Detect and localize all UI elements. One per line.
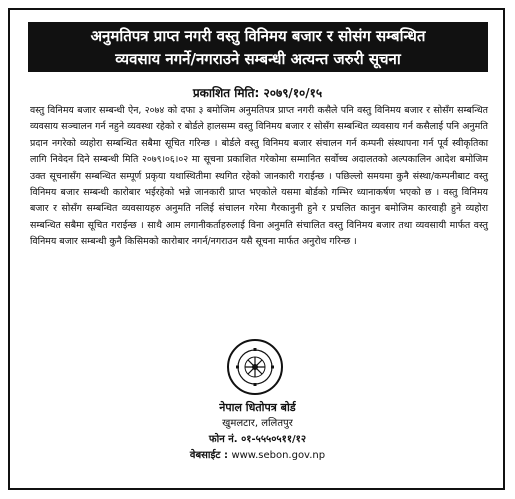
org-address: खुमलटार, ललितपुर [222,418,293,429]
notice-title-banner [28,22,488,72]
notice-title-line-1: अनुमतिपत्र प्राप्त नगरी वस्तु विनिमय बजार र सोसंग सम्बन्धित [90,27,426,45]
sebon-logo-icon [227,339,283,395]
website-label: वेबसाईट : [189,450,228,461]
notice-title-line-2: व्यवसाय नगर्ने/नगराउने सम्बन्धी अत्यन्त जरुरी सूचना [115,50,401,68]
org-website [0,448,515,464]
notice-footer [0,400,515,464]
website-url[interactable]: www.sebon.gov.np [231,450,326,461]
published-date: प्रकाशित मिति: २०७९/१०/१५ [192,86,323,100]
org-name: नेपाल धितोपत्र बोर्ड [219,401,296,414]
notice-body: वस्तु विनिमय बजार सम्बन्धी ऐन, २०७४ को दफा ३ बमोजिम अनुमतिपत्र प्राप्त नगरी कसैले पनि वस्तु विनिमय बजार र सोसँग सम्बन्धित व्यवसाय सञ्चालन गर्न नहुने व्यवस्था रहेको र बोर्डले हालसम्म वस्तु विनिमय बजार र सोसँग सम्बन्धित व्यवसाय गर्न कसैलाई पनि अनुमति प्रदान नगरेको व्यहोरा सम्बन्धित सबैमा सूचित गरिन्छ । बोर्डले वस्तु विनिमय बजार संचालन गर्न कम्पनी संस्थापना गर्न पूर्व स्वीकृतिका लागि निवेदन दिने सम्बन्धी मिति २०७९।०६।०२ मा सूचना प्रकाशित गरेकोमा सम्मानित सर्वोच्च अदालतको अल्पकालिन आदेश बमोजिम उक्त सूचनासँग सम्बन्धित सम्पूर्ण प्रकृया यथास्थितीमा स्थगित रहेको जानकारी गराईन्छ । पछिल्लो समयमा कुनै संस्था/कम्पनीबाट वस्तु विनिमय बजार सम्बन्धी कारोबार भईरहेको भन्ने जानकारी प्राप्त भएकोले यसमा बोर्डको गम्भिर ध्यानाकर्षण भएको छ । वस्तु विनिमय बजार र सोसँग सम्बन्धित व्यवसायहरु अनुमति नलिई संचालन गरेमा गैरकानुनी हुने र प्रचलित कानुन बमोजिम कारवाही हुने व्यहोरा सम्बन्धित सबैमा सूचित गराईन्छ । साथै आम लगानीकर्ताहरुलाई विना अनुमति संचालित वस्तु विनिमय बजार तथा व्यवसायी मार्फत वस्तु विनिमय बजार सम्बन्धी कुनै किसिमको कारोबार नगर्न/नगराउन यसै सूचना मार्फत अनुरोध गरिन्छ । [30,105,488,248]
org-phone: फोन नं. ०१-५५५०५११/१२ [208,434,307,445]
